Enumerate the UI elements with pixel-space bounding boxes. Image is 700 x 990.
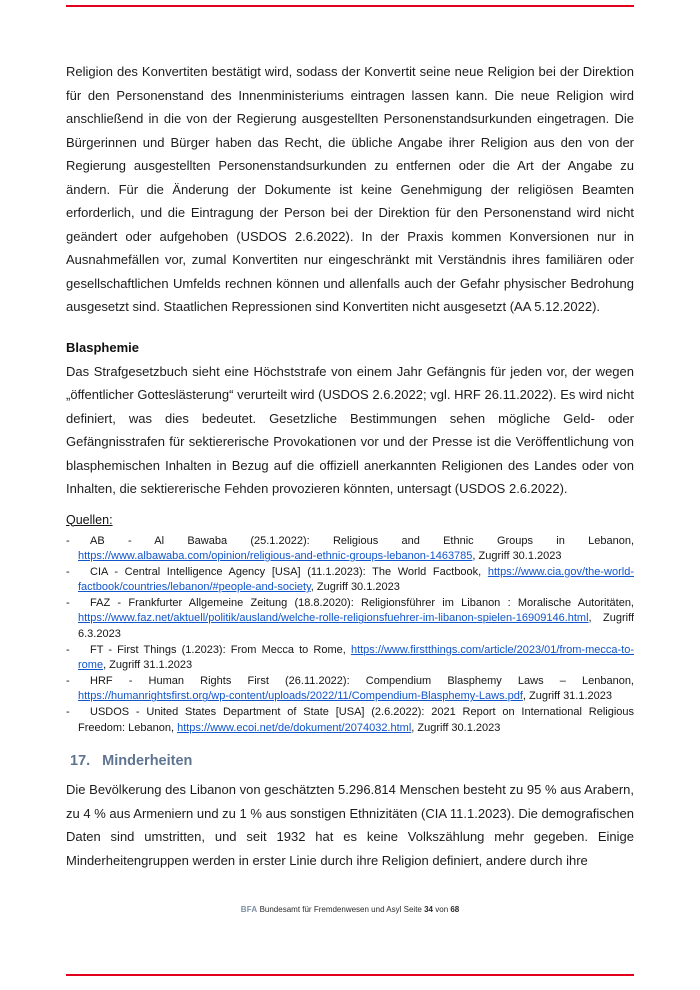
source-text: FT - First Things (1.2023): From Mecca to Rome, (90, 643, 351, 656)
bullet-dash: - (66, 643, 70, 656)
heading-section-17-minderheiten (66, 750, 634, 772)
bullet-dash: - (66, 534, 70, 547)
source-item-ab (66, 534, 634, 565)
footer-page-number: 34 (424, 905, 434, 914)
section-number: 17. (70, 753, 91, 770)
bullet-dash: - (66, 596, 70, 609)
heading-blasphemie: Blasphemie (66, 339, 139, 355)
paragraph-blasphemie: Das Strafgesetzbuch sieht eine Höchststrafe von einem Jahr Gefängnis für jeden vor, der wegen „öffentlicher Gotteslästerung“ verurteilt wird (USDOS 2.6.2022; vgl. HRF 26.11.2022). Es wird nicht definiert, was dies bedeutet. Gesetzliche Bestimmungen sehen mögliche Geld- oder Gefängnisstrafen für sektiererische Provokationen vor und der Presse ist die Veröffentlichung von blasphemischen Inhalten in Bezug auf die offiziell anerkannten Religionen des Landes oder von Inhalten, die sektiererische Fehden provozieren könnten, untersagt (USDOS 2.6.2022). (66, 363, 634, 496)
bullet-dash: - (66, 565, 70, 578)
source-access: , Zugriff 30.1.2023 (411, 721, 501, 734)
source-link-firstthings[interactable]: https://www.firstthings.com/article/2023/01/from-mecca-to-rome (78, 643, 634, 672)
source-access: , Zugriff 6.3.2023 (78, 612, 634, 641)
source-text: HRF - Human Rights First (26.11.2022): Compendium Blasphemy Laws – Lenbanon, (90, 674, 634, 687)
page-content (66, 60, 634, 872)
source-access: , Zugriff 30.1.2023 (472, 550, 562, 563)
footer-red-rule (66, 974, 634, 976)
footer-total-pages: 68 (450, 905, 460, 914)
section-label: Minderheiten (102, 753, 193, 770)
paragraph-conversion: Religion des Konvertiten bestätigt wird, sodass der Konvertit seine neue Religion bei der Direktion für den Personenstand des Innenministeriums eintragen lassen kann. Die neue Religion wird anschließend in die von der Regierung ausgestellten Personenstandsurkunden eingetragen. Die Bürgerinnen und Bürger haben das Recht, die übliche Angabe ihrer Religion aus den von der Regierung ausgestellten Personenstandsurkunden zu entfernen oder die Art der Angabe zu ändern. Für die Änderung der Dokumente ist keine Genehmigung der religiösen Beamten erforderlich, und die Eintragung der Person bei der Direktion für den Personenstand wird nicht geändert oder aufgehoben (USDOS 2.6.2022). In der Praxis kommen Konversionen nur in Ausnahmefällen vor, zumal Konvertiten nur eingeschränkt mit Verständnis ihres familiären oder gesellschaftlichen Umfelds rechnen können und allenfalls auch der Gefahr physischer Bedrohung ausgesetzt sind. Staatlichen Repressionen sind Konvertiten nicht ausgesetzt (AA 5.12.2022). (66, 64, 634, 314)
source-item-cia (66, 565, 634, 596)
source-text: USDOS - United States Department of State [USA] (2.6.2022): 2021 Report on International Religious Freedom: Lebanon, (78, 706, 634, 734)
bullet-dash: - (66, 674, 70, 687)
paragraph-minderheiten: Die Bevölkerung des Libanon von geschätzten 5.296.814 Menschen besteht zu 95 % aus Arabern, zu 4 % aus Armeniern und zu 1 % aus sonstigen Ethnizitäten (CIA 11.1.2023). Die demografischen Daten sind umstritten, und seit 1932 hat es keine Volkszählung mehr gegeben. Einige Minderheitengruppen werden in erster Linie durch ihre Religion definiert, andere durch ihre (66, 782, 634, 868)
header-red-rule (66, 5, 634, 7)
source-item-faz (66, 596, 634, 643)
source-item-hrf (66, 674, 634, 705)
source-link-faz[interactable]: https://www.faz.net/aktuell/politik/ausland/welche-rolle-religionsfuehrer-im-libanon-spielen-16909146.html (78, 612, 589, 625)
footer-org: Bundesamt für Fremdenwesen und Asyl (257, 905, 404, 914)
footer-page-label: Seite (403, 905, 425, 914)
page-footer (0, 904, 700, 915)
source-text: FAZ - Frankfurter Allgemeine Zeitung (18.8.2020): Religionsführer im Libanon : Moralische Autoritäten, (90, 596, 634, 609)
source-link-cia[interactable]: https://www.cia.gov/the-world-factbook/countries/lebanon/#people-and-society (78, 565, 634, 594)
source-link-hrf[interactable]: https://humanrightsfirst.org/wp-content/uploads/2022/11/Compendium-Blasphemy-Laws.pdf (78, 690, 523, 703)
source-link-albawaba[interactable]: https://www.albawaba.com/opinion/religious-and-ethnic-groups-lebanon-1463785 (78, 550, 473, 563)
sources-list (66, 534, 634, 737)
source-access: , Zugriff 31.1.2023 (103, 659, 193, 672)
source-link-ecoi[interactable]: https://www.ecoi.net/de/dokument/2074032.html (177, 721, 412, 734)
source-access: , Zugriff 31.1.2023 (522, 690, 613, 703)
footer-of: von (433, 905, 451, 914)
bfa-logo: BFA (240, 905, 258, 914)
source-item-usdos (66, 705, 634, 736)
heading-quellen: Quellen: (66, 512, 113, 527)
bullet-dash: - (66, 706, 70, 719)
source-access: , Zugriff 30.1.2023 (310, 581, 400, 594)
source-text: CIA - Central Intelligence Agency [USA] (11.1.2023): The World Factbook, (90, 565, 488, 578)
source-item-ft (66, 643, 634, 674)
source-text: AB - Al Bawaba (25.1.2022): Religious and Ethnic Groups in Lebanon, (90, 534, 634, 547)
